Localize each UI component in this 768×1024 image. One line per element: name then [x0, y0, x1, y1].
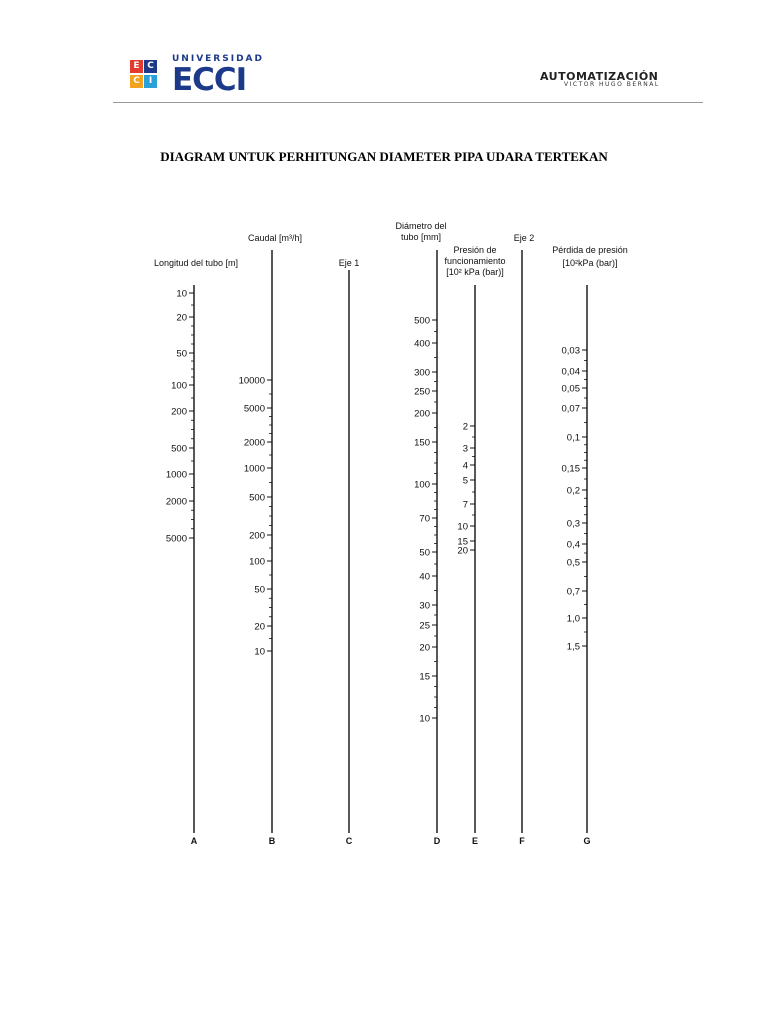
logo-cube: C: [144, 60, 157, 73]
axis-a-tick-label: 500: [171, 443, 187, 455]
axis-d-tick-label: 300: [414, 367, 430, 379]
axis-b-title: Caudal [m³/h]: [247, 233, 303, 243]
axis-a-tick-label: 1000: [165, 469, 187, 481]
axis-a-letter: A: [190, 836, 198, 846]
axis-a-tick-label: 50: [176, 348, 187, 360]
axis-b-tick-label: 20: [254, 621, 265, 633]
axis-e-tick-label: 7: [462, 499, 468, 511]
axis-b-tick-label: 50: [254, 584, 265, 596]
axis-g-title: [10²kPa (bar)]: [562, 258, 618, 268]
axis-c-letter: C: [345, 836, 353, 846]
axis-e-tick-label: 2: [462, 421, 468, 433]
axis-b-tick-label: 10: [254, 646, 265, 658]
logo-cube: C: [130, 75, 143, 88]
axis-d-tick-label: 400: [414, 338, 430, 350]
axis-d-tick-label: 40: [419, 571, 430, 583]
axis-g-tick-label: 0,7: [566, 586, 580, 598]
axis-a-tick-label: 10: [176, 288, 187, 300]
axis-g-tick-label: 0,3: [566, 518, 580, 530]
axis-g-tick-label: 0,15: [561, 463, 580, 475]
axis-e-tick-label: 15: [457, 536, 468, 548]
axis-d-tick-label: 10: [419, 713, 430, 725]
document-title: DIAGRAM UNTUK PERHITUNGAN DIAMETER PIPA UDARA TERTEKAN: [160, 149, 608, 164]
axis-e-tick-label: 5: [462, 475, 468, 487]
axis-e-tick-label: 4: [462, 460, 468, 472]
axis-g-tick-label: 0,07: [561, 403, 580, 415]
axis-b-tick-label: 2000: [243, 437, 265, 449]
axis-d-tick-label: 25: [419, 620, 430, 632]
axis-b-tick-label: 200: [249, 530, 265, 542]
axis-a-tick-label: 5000: [165, 533, 187, 545]
axis-d-tick-label: 200: [414, 408, 430, 420]
axis-f-title: Eje 2: [513, 233, 535, 243]
axis-g-tick-label: 1,0: [566, 613, 580, 625]
axis-b-tick-label: 500: [249, 492, 265, 504]
axis-f-letter: F: [519, 836, 525, 846]
axis-g-tick-label: 0,2: [566, 485, 580, 497]
axis-a-tick-label: 200: [171, 406, 187, 418]
axis-e-title: funcionamiento: [444, 256, 506, 266]
axis-a-title: Longitud del tubo [m]: [153, 258, 239, 268]
axis-e-title: Presión de: [453, 245, 497, 255]
axis-d-title: Diámetro del: [395, 221, 447, 231]
axis-g-tick-label: 0,03: [561, 345, 580, 357]
author-name: VICTOR HUGO BERNAL: [564, 81, 660, 88]
axis-d-tick-label: 100: [414, 479, 430, 491]
axis-d-title: tubo [mm]: [400, 232, 442, 242]
axis-b-tick-label: 5000: [243, 403, 265, 415]
axis-g-title: Pérdida de presión: [552, 245, 628, 255]
logo-cube: I: [144, 75, 157, 88]
axis-d-tick-label: 50: [419, 547, 430, 559]
axis-b-tick-label: 10000: [238, 375, 265, 387]
university-label: UNIVERSIDAD: [172, 54, 264, 64]
axis-d-letter: D: [433, 836, 441, 846]
axis-g-letter: G: [583, 836, 591, 846]
axis-b-tick-label: 1000: [243, 463, 265, 475]
course-title: AUTOMATIZACIÓN: [540, 70, 659, 83]
axis-d-tick-label: 20: [419, 642, 430, 654]
axis-d-tick-label: 250: [414, 386, 430, 398]
axis-e-title: [10² kPa (bar)]: [446, 267, 504, 277]
axis-g-tick-label: 0,1: [566, 432, 580, 444]
axis-g-tick-label: 0,04: [561, 366, 580, 378]
logo-cube: E: [130, 60, 143, 73]
axis-b-tick-label: 100: [249, 556, 265, 568]
axis-d-tick-label: 500: [414, 315, 430, 327]
axis-g-tick-label: 0,5: [566, 557, 580, 569]
axis-a-tick-label: 2000: [165, 496, 187, 508]
axis-c-title: Eje 1: [338, 258, 360, 268]
axis-g-tick-label: 0,05: [561, 383, 580, 395]
axis-a-tick-label: 100: [171, 380, 187, 392]
axis-g-tick-label: 1,5: [566, 641, 580, 653]
axis-d-tick-label: 150: [414, 437, 430, 449]
axis-g-tick-label: 0,4: [566, 539, 580, 551]
axis-e-tick-label: 3: [462, 443, 468, 455]
axis-e-tick-label: 10: [457, 521, 468, 533]
axis-b-letter: B: [268, 836, 276, 846]
axis-d-tick-label: 70: [419, 513, 430, 525]
university-name: ECCI: [172, 62, 247, 98]
axis-e-letter: E: [471, 836, 479, 846]
axis-a-tick-label: 20: [176, 312, 187, 324]
axis-d-tick-label: 15: [419, 671, 430, 683]
axis-d-tick-label: 30: [419, 600, 430, 612]
axis-e-tick-label: 20: [457, 545, 468, 557]
